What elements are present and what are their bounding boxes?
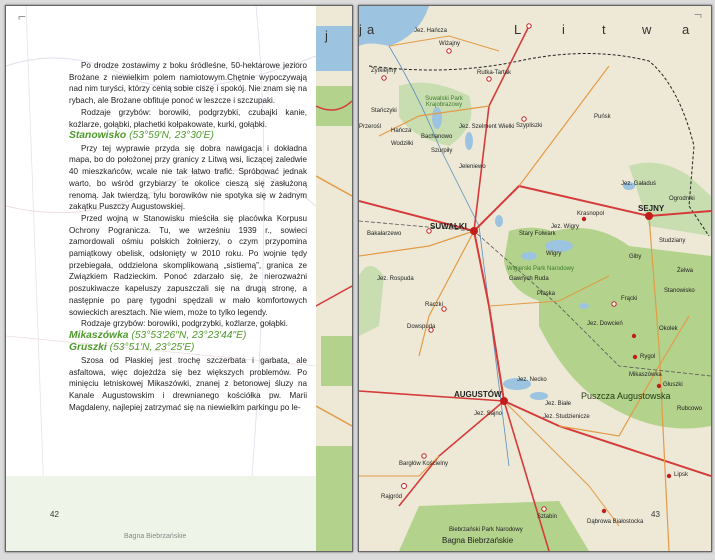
page-number: 43 [651, 510, 660, 519]
region-letter-a2: a [682, 22, 695, 37]
town-label: Płaska [537, 291, 556, 297]
town-label: Stańczyki [371, 108, 397, 114]
town-label: Szypliszki [516, 123, 543, 129]
mikaszowka-coords: (53°53′26″N, 23°23′44″E) [131, 329, 247, 341]
town-label: Frącki [621, 296, 638, 302]
corner-mark: ¬ [694, 6, 703, 22]
town-label: Stary Folwark [519, 231, 556, 237]
town-label: Szurpiły [431, 148, 453, 154]
town-label: Jeleniewo [459, 164, 486, 170]
town-label: Rutka-Tartak [477, 70, 512, 76]
town-label: Giby [629, 254, 642, 260]
town-suwalki: SUWAŁKI [430, 222, 467, 231]
town-label: Studziany [659, 238, 686, 244]
town-label: Sztabin [537, 514, 558, 520]
town-label: Gawrych Ruda [509, 276, 549, 282]
region-letter-i: i [562, 22, 570, 37]
gruszki-name: Gruszki [69, 342, 107, 354]
gruszki-heading [69, 342, 307, 355]
gruszki-coords: (53°51′N, 23°25′E) [109, 342, 195, 354]
region-letter-t: t [602, 22, 611, 37]
town-label: Bachanowo [421, 134, 453, 140]
faint-map-label: Bagna Biebrzańskie [124, 533, 187, 540]
region-letter-j: j [359, 22, 367, 37]
region-letter-a: a [367, 22, 380, 37]
park-label-wigierski: Wigierski Park Narodowy [507, 266, 575, 272]
town-label: Głuszki [663, 382, 683, 388]
corner-mark: ⌐ [18, 8, 27, 24]
lake-label: Jez. Gaładuś [621, 181, 657, 187]
town-label: Przerośl [359, 124, 382, 130]
mikaszowka-name: Mikaszówka [69, 329, 129, 341]
text-column [69, 60, 307, 413]
town-label: Okolek [659, 326, 678, 332]
map-edge-strip [316, 6, 352, 551]
lake-label: Jez. Hańcza [414, 28, 448, 34]
left-page [5, 5, 353, 552]
town-label: Dowspuda [407, 324, 436, 330]
stanowisko-paragraph-1: Przy tej wyprawie przyda się dobra nawigacja i dokładna mapa, bo do położonej przy granicy z Litwą wsi, liczącej zaledwie 40 mieszkańców, wcale nie tak łatwo trafić. Spróbować jednak warto, bo wśród grzybiarzy te okolice cieszą się zasłużoną renomą. Jak twierdzą, tylu borowików nie spotyka się w żadnym zakątku Puszczy Augustowskiej. [69, 143, 307, 212]
stanowisko-paragraph-3: Rodzaje grzybów: borowiki, podgrzybki, koźlarze, gołąbki. [81, 319, 288, 329]
town-label: Mikaszówka [629, 372, 662, 378]
town-label: Puńsk [594, 114, 611, 120]
lake-label: Jez. Wigry [551, 224, 580, 230]
town-label: Rubcowo [677, 406, 703, 412]
town-label: Stanowisko [664, 288, 695, 294]
town-label: Lipsk [674, 472, 689, 478]
park-label-biebrzanski: Biebrzański Park Narodowy [449, 527, 523, 533]
bottom-label: Bagna Biebrzańskie [442, 536, 514, 545]
town-label: Dąbrowa Białostocka [587, 519, 644, 525]
mikaszowka-heading [69, 330, 307, 343]
stanowisko-paragraph-2: Przed wojną w Stanowisku mieściła się placówka Korpusu Ochrony Pogranicza. Tu, we wrześniu 1939 r., sowieci zamordowali ośmiu polskich żołnierzy, o czym przypomina pamiątkowy obelisk, odsłonięty w 2010 roku. Po wojnie tędy przebiegała, oddzielona skomplikowaną „sistiemą”, granica ze Związkiem Radzieckim. Ponoć zdarzało się, że nierozważni poszukiwacze kapeluszy zapuszczali się na drugą stronę, a następnie po parę tygodni spędzali w mało komfortowych sowieckich aresztach. Nie wiem, może to tylko legendy. [69, 213, 307, 317]
lake-label: Jez. Necko [517, 377, 547, 383]
mikaszowka-paragraph-1: Szosa od Płaskiej jest trochę szczerbata i garbata, ale asfaltowa, więc dojeżdża się bez większych problemów. Po minięciu letniskowej Mikaszówki, znanej z betonowej śluzy na Kanale Augustowskim i drewnianego kościółka pw. Marii Magdaleny, najlepiej zatrzymać się na niewielkim parkingu po le- [69, 355, 307, 412]
page-number: 42 [50, 510, 59, 519]
town-label: Ogrodniki [669, 196, 695, 202]
lake-label: Jez. Sajno [474, 411, 503, 417]
town-label: Wodziłki [391, 141, 414, 147]
town-label: Rygol [640, 354, 656, 360]
town-augustow: AUGUSTÓW [454, 390, 502, 399]
intro-paragraph-1: Po drodze zostawimy z boku śródleśne, 50-hektarowe jezioro Brożane z niewielkim polem namiotowym.Chętnie wypoczywają nad nim turyści, którzy cenią sobie ciszę i spokój. Nie znam się na rybach, ale Brożane obfituje ponoć w leszcze i szczupaki. [69, 61, 307, 106]
intro-paragraph-2: Rodzaje grzybów: borowiki, podgrzybki, czubajki kanie, koźlarze, gołąbki, płachetki kołpakowate, kurki, gołąbki. [69, 107, 307, 129]
town-label: Bargłów Kościelny [399, 461, 449, 467]
park-label-puszcza: Puszcza Augustowska [581, 391, 671, 401]
stanowisko-name: Stanowisko [69, 130, 127, 142]
map-edge-graphic [316, 6, 352, 551]
town-label: Wiżajny [439, 41, 461, 47]
lake-label: Jez. Szelment Wielki [459, 124, 515, 130]
lake-label: Jez. Studzienicze [543, 414, 590, 420]
lake-label: Jez. Rospuda [377, 276, 414, 282]
town-label: Raczki [425, 302, 444, 308]
region-letter-L: L [514, 22, 527, 37]
town-label: Bakałarzewo [367, 231, 402, 237]
park-label-suwalski: Suwalski Park Krajobrazowy [425, 96, 463, 108]
gutter-letter: j [325, 28, 328, 43]
town-label: Rajgród [381, 494, 403, 500]
right-page-map [358, 5, 712, 552]
town-label: Wigry [546, 251, 562, 257]
town-label: Żytkiejmy [371, 68, 397, 74]
stanowisko-coords: (53°59′N, 23°30′E) [129, 130, 214, 142]
town-label: Krasnopol [577, 211, 605, 217]
town-label: Żelwa [677, 268, 694, 274]
lake-label: Jez. Białe [545, 401, 572, 407]
stanowisko-heading [69, 130, 307, 143]
lake-label: Jez. Dowcień [587, 321, 623, 327]
town-sejny: SEJNY [638, 204, 665, 213]
region-letter-w: w [642, 22, 657, 37]
town-label: Hańcza [391, 128, 412, 134]
